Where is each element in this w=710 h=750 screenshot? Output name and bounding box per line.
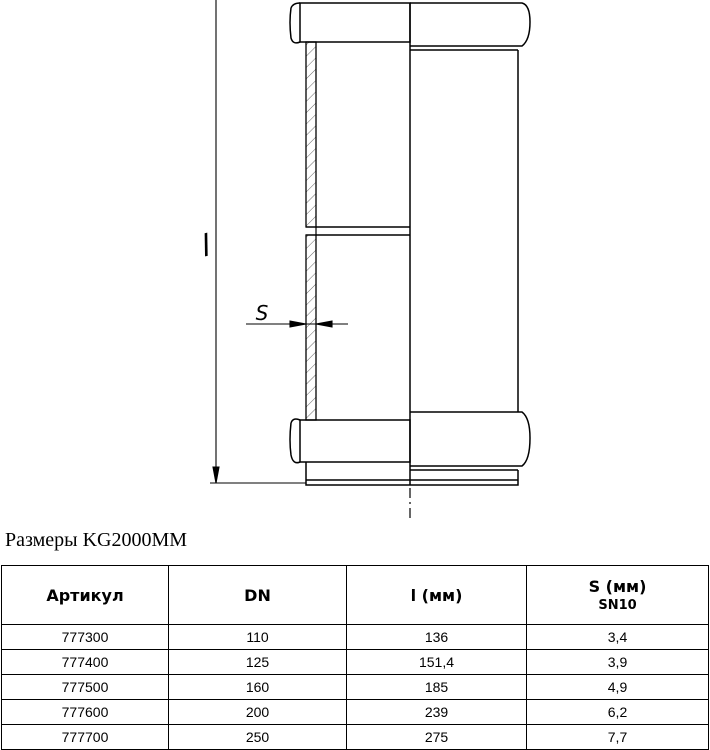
cell-article: 777700 bbox=[2, 725, 169, 750]
header-length: l (мм) bbox=[347, 566, 527, 625]
caption: Размеры KG2000MM bbox=[5, 529, 188, 551]
header-wall bbox=[527, 566, 709, 625]
table-row bbox=[2, 625, 709, 650]
cell-wall: 3,9 bbox=[527, 650, 709, 675]
cell-dn: 160 bbox=[169, 675, 347, 700]
cell-wall: 4,9 bbox=[527, 675, 709, 700]
table-header-row bbox=[2, 566, 709, 625]
cell-length: 185 bbox=[347, 675, 527, 700]
table-row bbox=[2, 650, 709, 675]
header-article: Артикул bbox=[2, 566, 169, 625]
length-label: l bbox=[198, 228, 214, 265]
cell-article: 777500 bbox=[2, 675, 169, 700]
length-dimension bbox=[210, 0, 306, 483]
cell-article: 777400 bbox=[2, 650, 169, 675]
cell-length: 151,4 bbox=[347, 650, 527, 675]
pipe-wall-section bbox=[306, 42, 410, 420]
cell-dn: 110 bbox=[169, 625, 347, 650]
cell-length: 136 bbox=[347, 625, 527, 650]
table-row bbox=[2, 700, 709, 725]
dimensions-table bbox=[1, 565, 709, 750]
cell-dn: 200 bbox=[169, 700, 347, 725]
cell-article: 777300 bbox=[2, 625, 169, 650]
wall-label: S bbox=[255, 301, 269, 325]
header-wall-class: SN10 bbox=[598, 598, 637, 613]
cell-dn: 250 bbox=[169, 725, 347, 750]
cell-dn: 125 bbox=[169, 650, 347, 675]
header-wall-label: S (мм) bbox=[588, 577, 647, 596]
cell-length: 275 bbox=[347, 725, 527, 750]
cell-wall: 3,4 bbox=[527, 625, 709, 650]
cell-length: 239 bbox=[347, 700, 527, 725]
table-row bbox=[2, 725, 709, 750]
cell-wall: 7,7 bbox=[527, 725, 709, 750]
header-dn: DN bbox=[169, 566, 347, 625]
table-row bbox=[2, 675, 709, 700]
cell-wall: 6,2 bbox=[527, 700, 709, 725]
cell-article: 777600 bbox=[2, 700, 169, 725]
